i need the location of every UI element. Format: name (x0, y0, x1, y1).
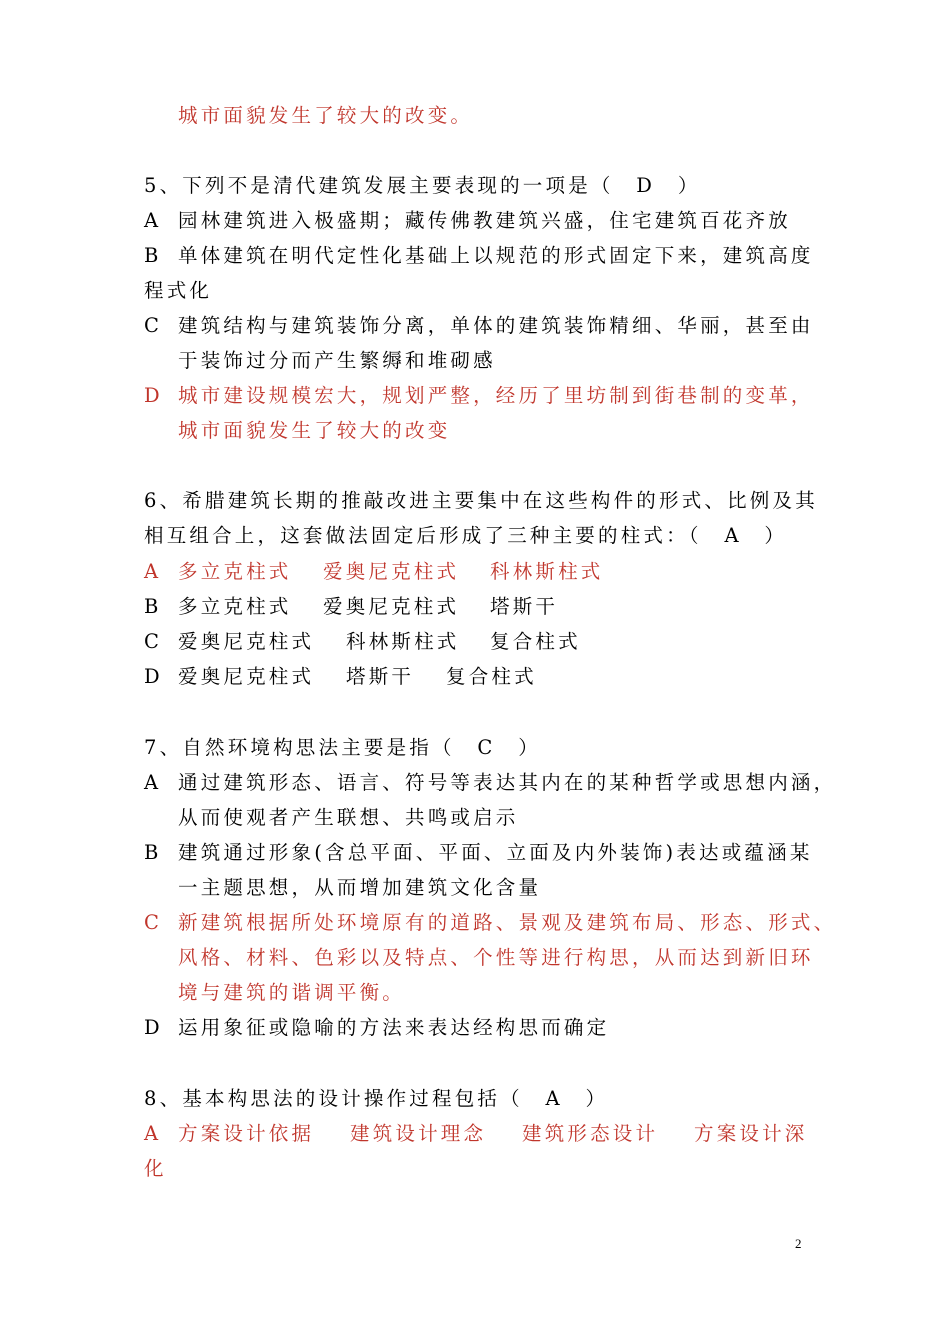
q8-stem: 8、基本构思法的设计操作过程包括（ A ） (144, 1087, 609, 1110)
option-item: 爱奥尼克柱式 (323, 560, 460, 583)
option-label: A (144, 560, 159, 583)
option-item: 爱奥尼克柱式 (178, 665, 315, 688)
q7-option-b (144, 840, 813, 866)
q5-option-c (144, 313, 814, 339)
option-item: 塔斯干 (490, 595, 559, 618)
option-label: C (144, 314, 159, 337)
option-label: B (144, 244, 159, 267)
option-label: B (144, 595, 159, 618)
option-item: 塔斯干 (346, 665, 415, 688)
option-text: 通过建筑形态、语言、符号等表达其内在的某种哲学或思想内涵， (178, 771, 837, 794)
q7-stem: 7、自然环境构思法主要是指（ C ） (144, 736, 541, 759)
option-item: 爱奥尼克柱式 (323, 595, 460, 618)
option-label: B (144, 841, 159, 864)
q5-option-d-cont: 城市面貌发生了较大的改变 (178, 419, 451, 442)
option-text: 单体建筑在明代定性化基础上以规范的形式固定下来，建筑高度 (178, 244, 814, 267)
q7-option-a (144, 770, 836, 796)
option-item: 方案设计深 (694, 1122, 808, 1145)
option-label: A (144, 209, 159, 232)
option-item: 复合柱式 (446, 665, 537, 688)
q8-option-a-cont: 化 (144, 1157, 167, 1180)
option-item: 多立克柱式 (178, 595, 292, 618)
option-label: C (144, 911, 159, 934)
q5-option-c-cont: 于装饰过分而产生繁缛和堆砌感 (178, 349, 496, 372)
option-label: A (144, 771, 159, 794)
option-item: 科林斯柱式 (346, 630, 460, 653)
q7-option-d (144, 1015, 609, 1041)
q6-stem-line1: 6、希腊建筑长期的推敲改进主要集中在这些构件的形式、比例及其 (144, 489, 818, 512)
q7-option-c-answer (144, 910, 836, 936)
option-label: A (144, 1122, 159, 1145)
q7-option-c-cont1: 风格、材料、色彩以及特点、个性等进行构思，从而达到新旧环 (178, 946, 814, 969)
option-label: D (144, 384, 160, 407)
option-label: D (144, 1016, 160, 1039)
q5-option-b (144, 243, 814, 269)
option-text: 城市建设规模宏大，规划严整，经历了里坊制到街巷制的变革， (178, 384, 814, 407)
option-item: 方案设计依据 (178, 1122, 315, 1145)
option-item: 复合柱式 (490, 630, 581, 653)
q5-option-a (144, 208, 791, 234)
carry-over-line: 城市面貌发生了较大的改变。 (178, 104, 474, 127)
q7-option-b-cont: 一主题思想，从而增加建筑文化含量 (178, 876, 542, 899)
q7-option-a-cont: 从而使观者产生联想、共鸣或启示 (178, 806, 519, 829)
option-text: 建筑结构与建筑装饰分离，单体的建筑装饰精细、华丽，甚至由 (178, 314, 814, 337)
option-text: 运用象征或隐喻的方法来表达经构思而确定 (178, 1016, 610, 1039)
option-text: 新建筑根据所处环境原有的道路、景观及建筑布局、形态、形式、 (178, 911, 837, 934)
option-label: D (144, 665, 160, 688)
q5-stem: 5、下列不是清代建筑发展主要表现的一项是（ D ） (144, 174, 701, 197)
q6-option-a-answer (144, 559, 604, 585)
option-item: 科林斯柱式 (490, 560, 604, 583)
page-number: 2 (795, 1236, 802, 1251)
option-item: 多立克柱式 (178, 560, 292, 583)
q6-option-b (144, 594, 558, 620)
q8-option-a-answer (144, 1121, 808, 1147)
option-text: 建筑通过形象(含总平面、平面、立面及内外装饰)表达或蕴涵某 (178, 841, 813, 864)
q7-option-c-cont2: 境与建筑的谐调平衡。 (178, 981, 406, 1004)
q6-option-d (144, 664, 537, 690)
option-item: 爱奥尼克柱式 (178, 630, 315, 653)
option-text: 园林建筑进入极盛期；藏传佛教建筑兴盛，住宅建筑百花齐放 (178, 209, 791, 232)
option-item: 建筑设计理念 (350, 1122, 487, 1145)
q5-option-b-cont: 程式化 (144, 279, 213, 302)
option-item: 建筑形态设计 (522, 1122, 659, 1145)
q6-stem-line2: 相互组合上，这套做法固定后形成了三种主要的柱式：（ A ） (144, 524, 788, 547)
option-label: C (144, 630, 159, 653)
q5-option-d-answer (144, 383, 814, 409)
q6-option-c (144, 629, 581, 655)
